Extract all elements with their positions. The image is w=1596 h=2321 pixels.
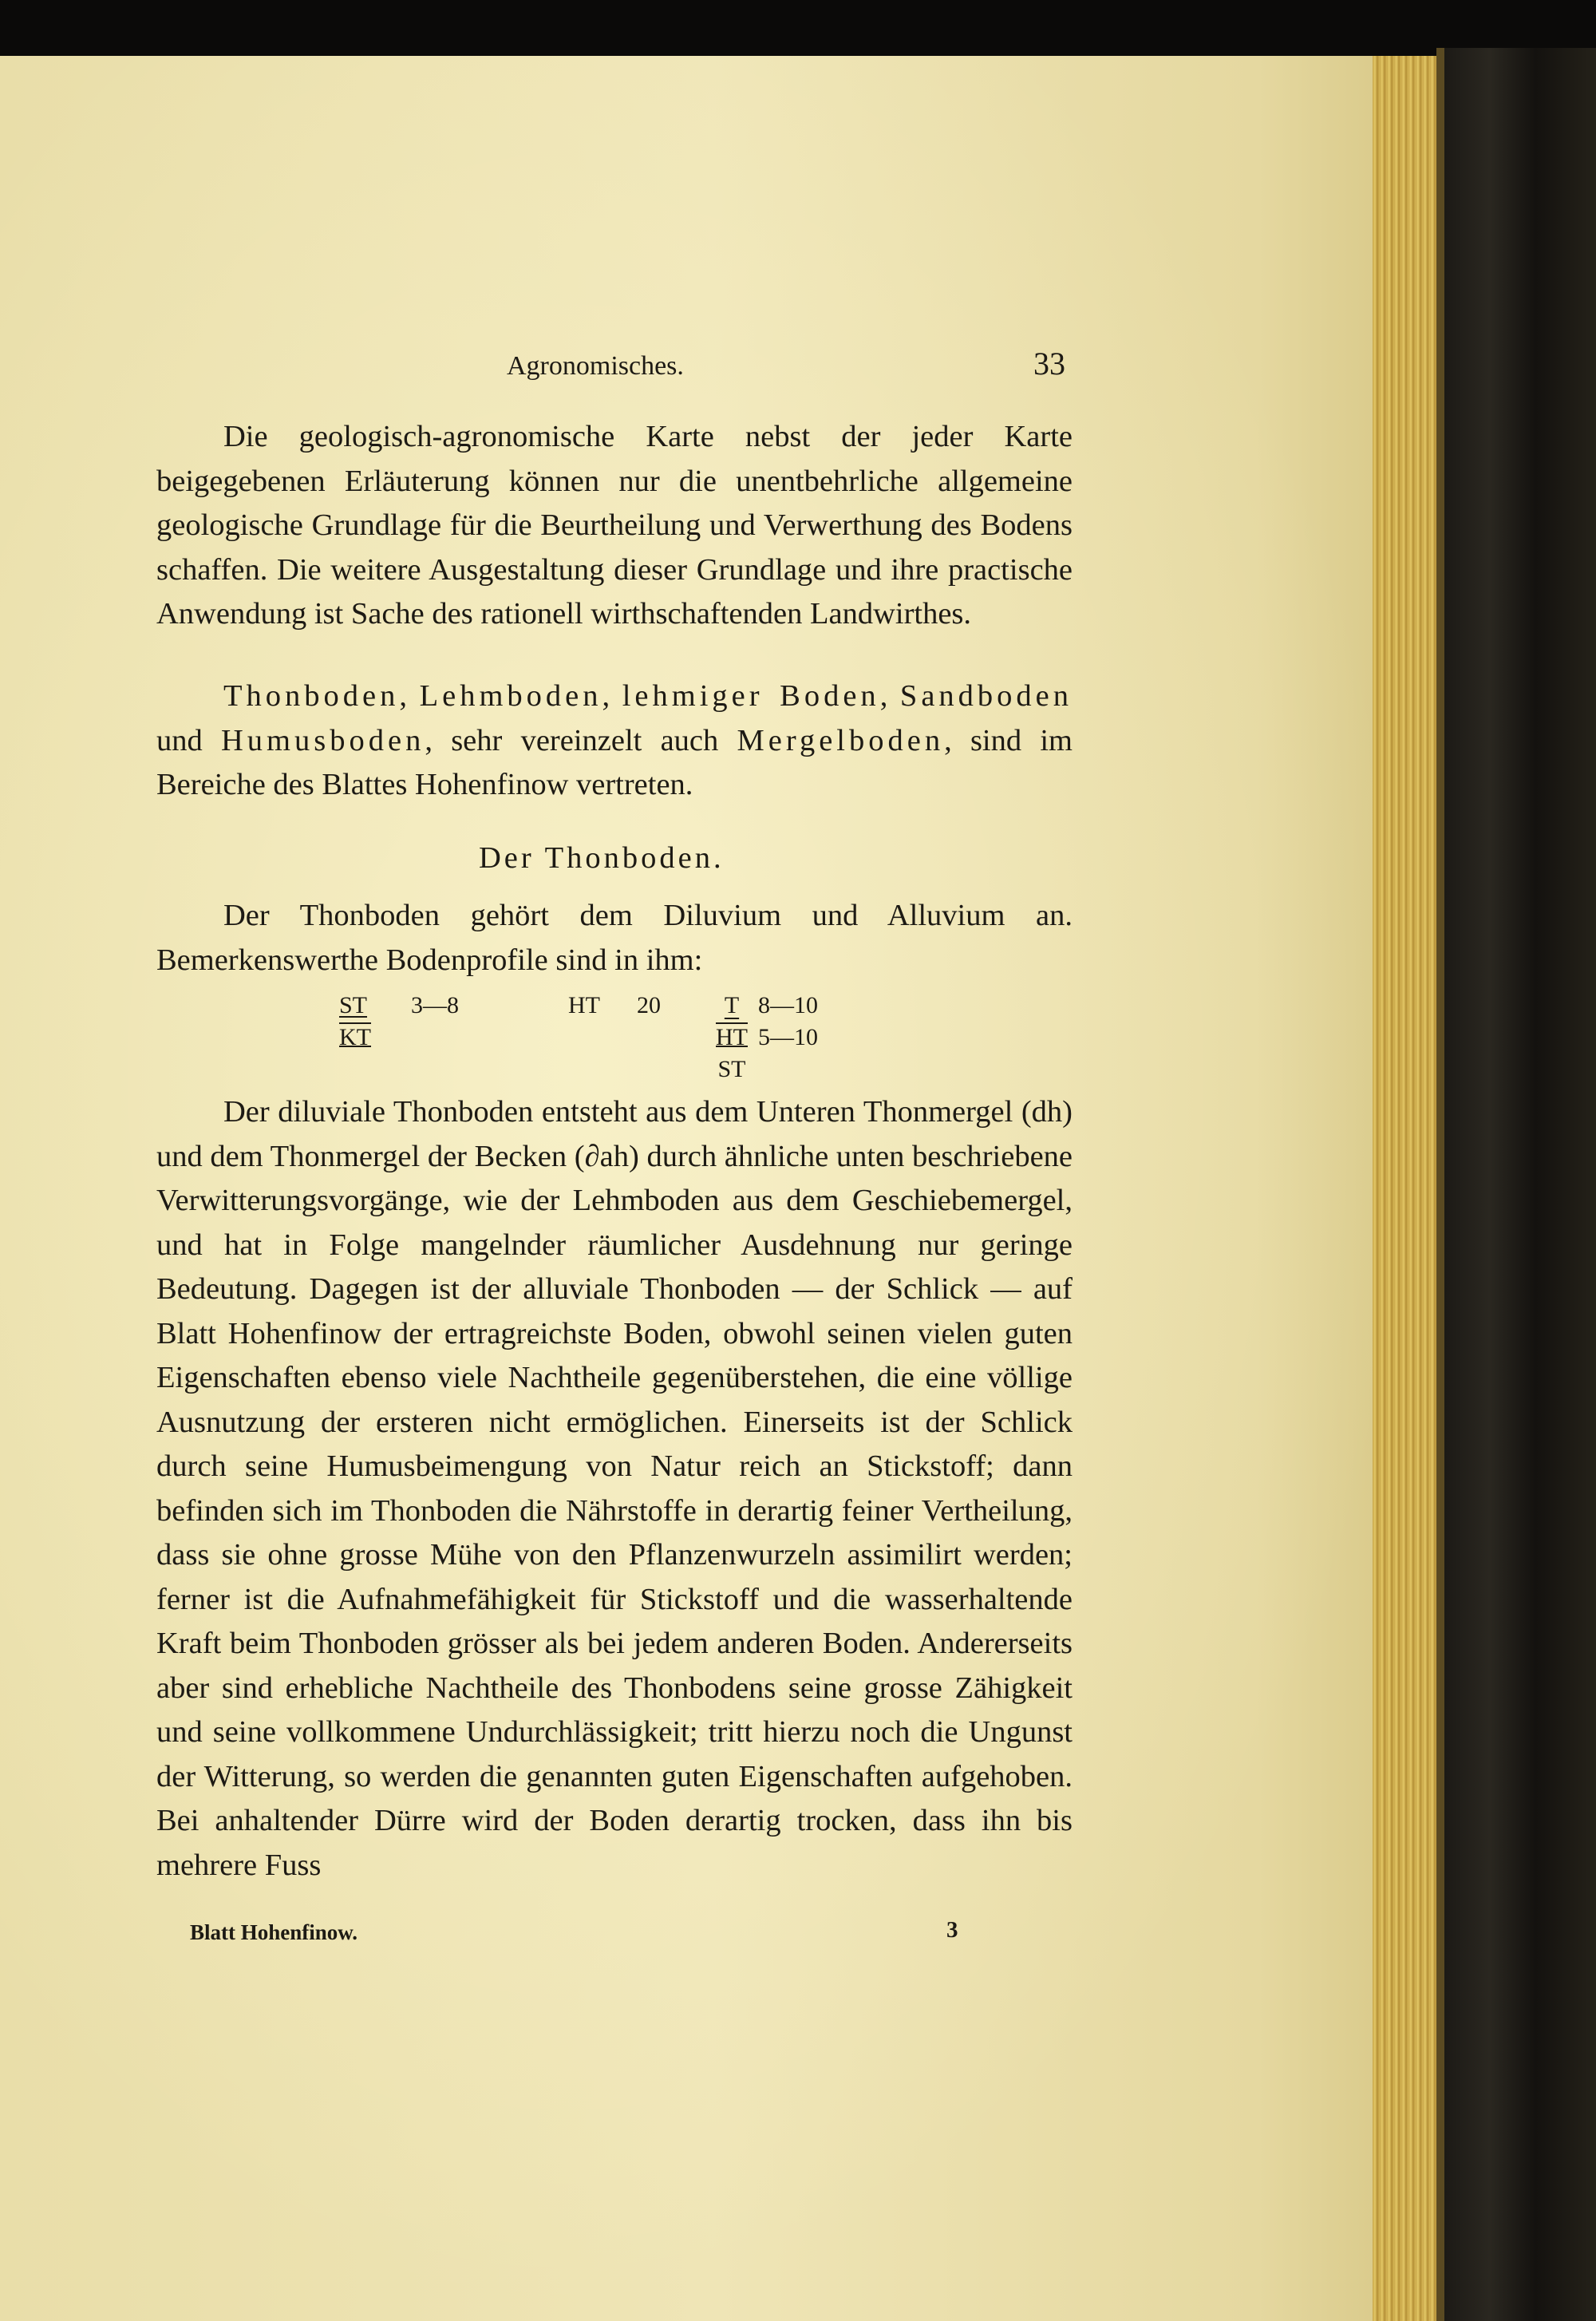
gilt-page-edges — [1373, 56, 1444, 2321]
soil-type-lehmiger-boden: lehmiger Boden — [622, 679, 880, 713]
paragraph-1 — [156, 415, 1073, 637]
paragraph-3 — [156, 894, 1073, 983]
separator: , sehr vereinzelt auch — [425, 723, 737, 757]
profile-3-layer: ST — [717, 1056, 746, 1082]
soil-type-thonboden: Thonboden — [223, 679, 400, 713]
section-heading: Der Thonboden. — [479, 841, 725, 875]
separator: , — [879, 679, 900, 713]
profile-2-top-depth: 20 — [637, 992, 661, 1018]
soil-type-mergelboden: Mergelboden — [737, 723, 945, 757]
soil-type-lehmboden: Lehmboden — [419, 679, 602, 713]
profile-3-depth: 5—10 — [758, 1024, 818, 1050]
footer-sheet-name: Blatt Hohenfinow. — [190, 1920, 358, 1944]
profile-3-layer: HT — [716, 1024, 748, 1050]
profile-1-top-layer: ST — [339, 992, 368, 1018]
profile-3-layer: T — [724, 992, 740, 1018]
footer-signature: 3 — [946, 1917, 958, 1943]
book-binding — [1444, 48, 1596, 2321]
running-head: Agronomisches. — [507, 351, 684, 381]
soil-type-sandboden: Sandboden — [899, 679, 1073, 713]
separator: und — [156, 723, 221, 757]
paragraph-2-text — [156, 674, 1073, 808]
page-number: 33 — [1033, 346, 1065, 382]
soil-type-humusboden: Humusboden — [221, 723, 425, 757]
soil-profile-1 — [339, 992, 459, 1050]
paragraph-4-text: Der diluviale Thonboden entsteht aus dem Unteren Thonmergel (dh) und dem Thonmergel der Becken (∂ah) durch ähnliche unten beschriebene Verwitterungsvorgänge, wie der Lehmboden aus dem Geschiebemergel, und hat in Folge mangelnder räumlicher Ausdehnung nur geringe Bedeutung. Dagegen ist der alluviale Thonboden — der Schlick — auf Blatt Hohenfinow der ertragreichste Boden, obwohl seinen vielen guten Eigenschaften ebenso viele Nachtheile gegenüberstehen, die eine völlige Ausnutzung der ersteren nicht ermöglichen. Einerseits ist der Schlick durch seine Humusbeimengung von Natur reich an Stickstoff; dann befinden sich im Thonboden die Nährstoffe in derartig feiner Vertheilung, dass sie ohne grosse Mühe von den Pflanzenwurzeln assimilirt werden; ferner ist die Aufnahmefähigkeit für Stickstoff und die wasserhaltende Kraft beim Thonboden grösser als bei jedem anderen Boden. Andererseits aber sind erhebliche Nachtheile des Thonbodens seine grosse Zähigkeit und seine vollkommene Undurchlässigkeit; tritt hierzu noch die Ungunst der Witterung, so werden die genannten guten Eigenschaften aufgehoben. Bei anhaltender Dürre wird der Boden derartig trocken, dass ihn bis mehrere Fuss — [156, 1095, 1073, 1882]
profile-3-row — [710, 1058, 753, 1089]
profile-1-bottom-layer: KT — [339, 1024, 371, 1050]
soil-profile-3 — [710, 992, 818, 1089]
profile-1-top-depth: 3—8 — [411, 992, 459, 1018]
paragraph-3-text: Der Thonboden gehört dem Diluvium und Alluvium an. Bemerkenswerthe Bodenprofile sind in ihm: — [156, 899, 1073, 977]
paragraph-1-text: Die geologisch-agronomische Karte nebst der jeder Karte beigegebenen Erläuterung können nur die unentbehrliche allgemeine geologische Grundlage für die Beurtheilung und Verwerthung des Bodens schaffen. Die weitere Ausgestaltung dieser Grundlage und ihre practische Anwendung ist Sache des rationell wirthschaftenden Landwirthes. — [156, 420, 1073, 631]
paragraph-4 — [156, 1090, 1073, 1888]
separator: , sind im Bereiche des Blattes Hohenfinow vertreten. — [156, 723, 1073, 801]
profile-3-row — [710, 992, 818, 1026]
soil-profile-2 — [568, 992, 661, 1018]
profile-3-depth: 8—10 — [758, 992, 818, 1018]
separator: , — [602, 679, 622, 713]
paragraph-2 — [156, 674, 1073, 808]
profile-2-top-layer: HT — [568, 992, 600, 1018]
separator: , — [399, 679, 420, 713]
profile-3-row — [710, 1024, 818, 1058]
